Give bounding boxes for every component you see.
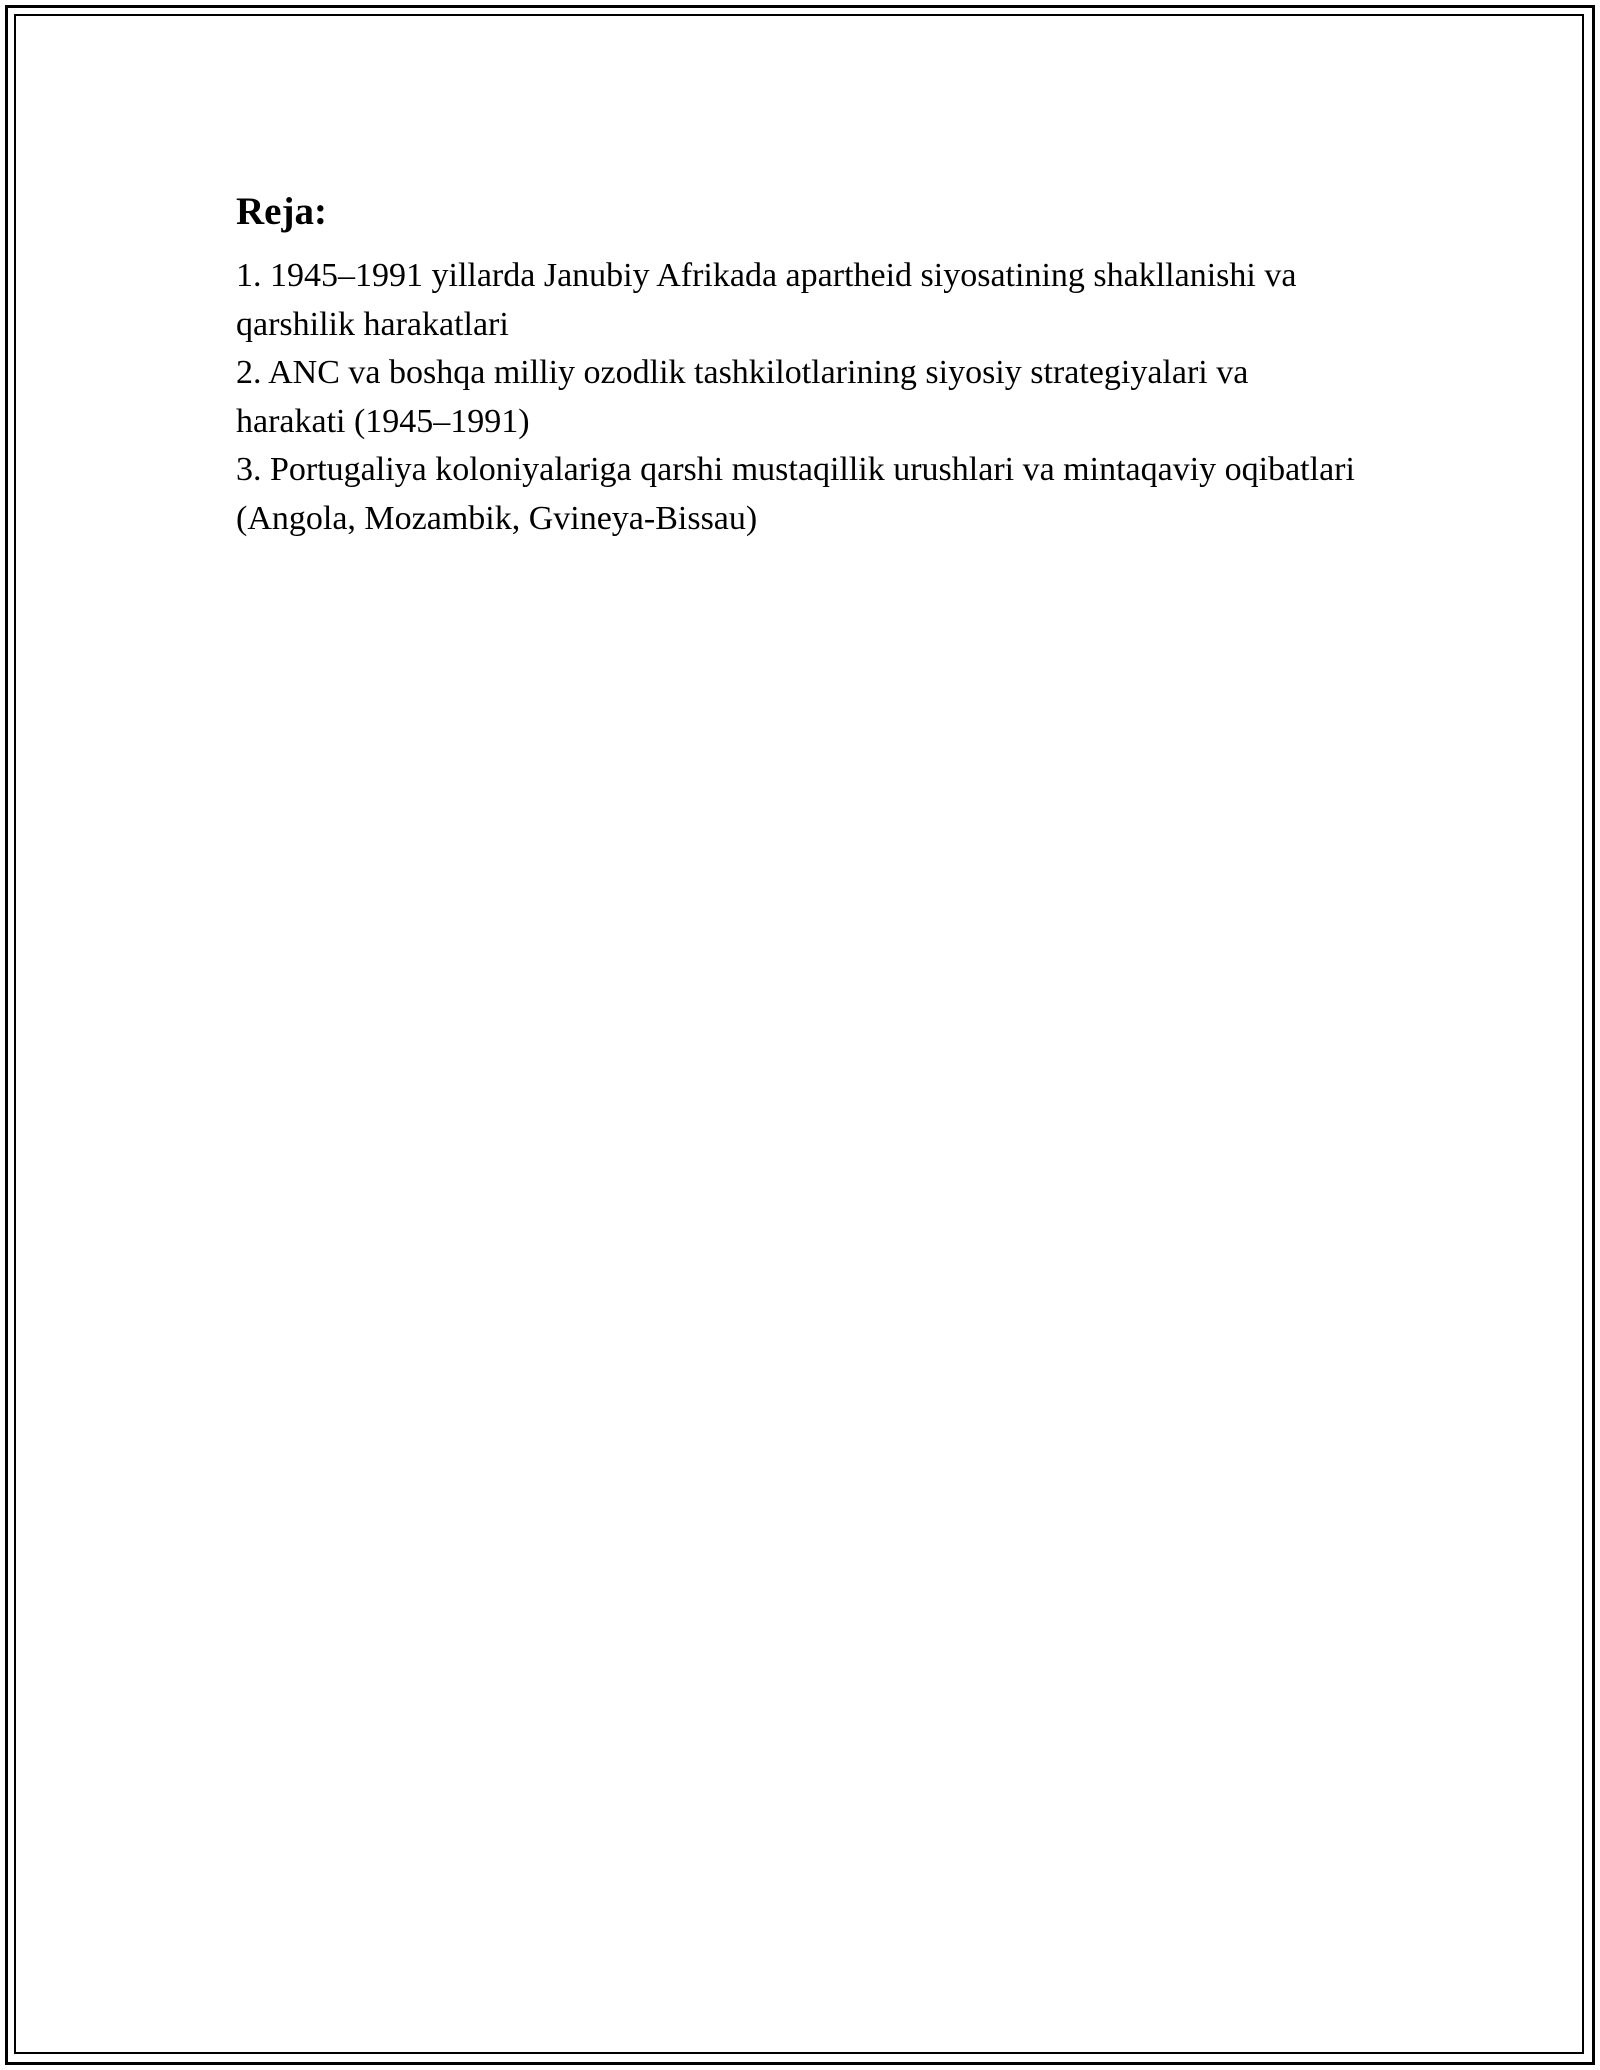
plan-heading: Reja:: [236, 190, 327, 233]
plan-item-2: 2. ANC va boshqa milliy ozodlik tashkilotlarining siyosiy strategiyalari va harakati (1945–1991): [236, 354, 1249, 440]
page-content: [236, 186, 1366, 543]
plan-item-3: 3. Portugaliya koloniyalariga qarshi mustaqillik urushlari va mintaqaviy oqibatlari (Angola, Mozambik, Gvineya-Bissau): [236, 451, 1355, 537]
plan-item-1: 1. 1945–1991 yillarda Janubiy Afrikada apartheid siyosatining shakllanishi va qarshilik harakatlari: [236, 257, 1297, 343]
plan-list: [236, 252, 1366, 543]
